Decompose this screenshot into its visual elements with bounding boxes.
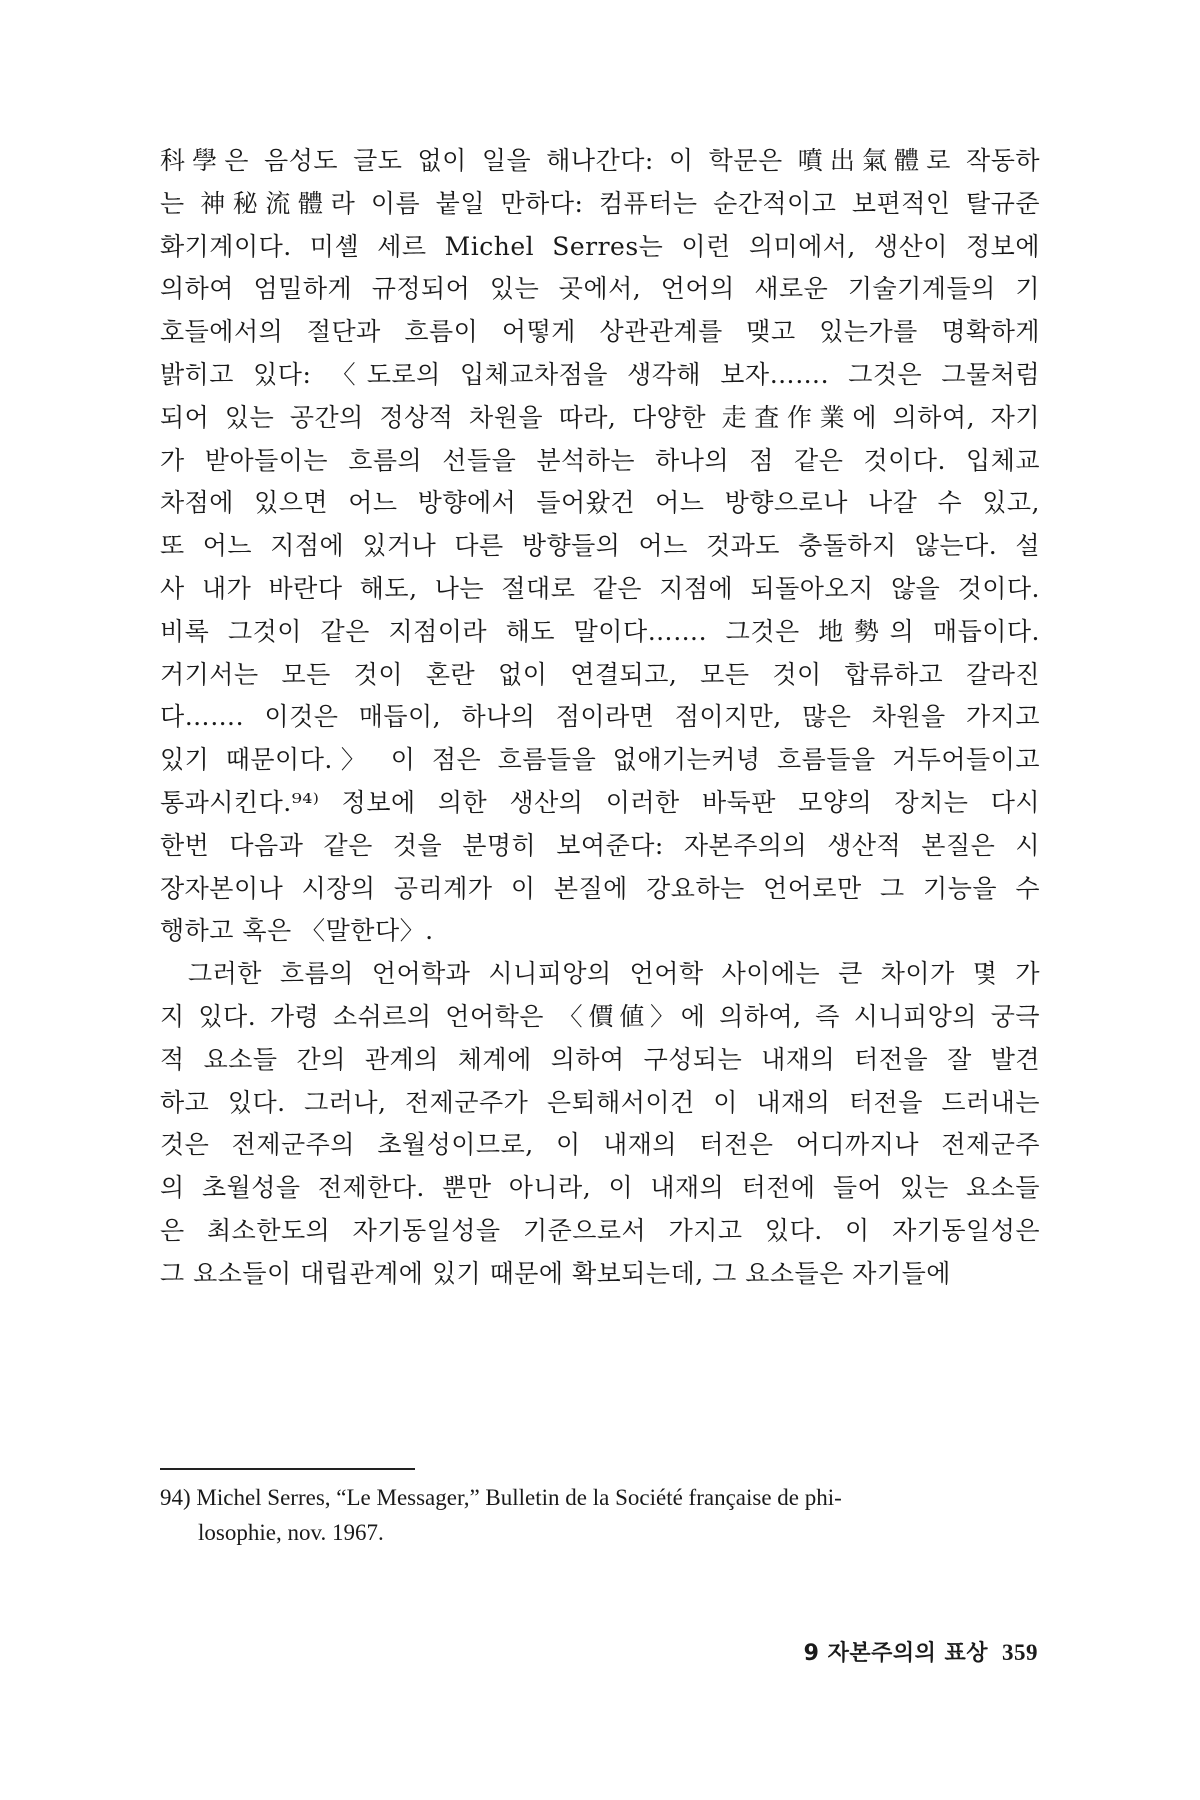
text-line: 또 어느 지점에 있거나 다른 방향들의 어느 것과도 충돌하지 않는다. 설 — [160, 531, 1040, 561]
page-footer — [804, 1636, 1038, 1667]
text-line: 차점에 있으면 어느 방향에서 들어왔건 어느 방향으로나 나갈 수 있고, — [160, 488, 1040, 518]
text-line: 그러한 흐름의 언어학과 시니피앙의 언어학 사이에는 큰 차이가 몇 가 — [188, 959, 1040, 989]
text-line: 한번 다음과 같은 것을 분명히 보여준다: 자본주의의 생산적 본질은 시 — [160, 830, 1040, 860]
text-line: 것은 전제군주의 초월성이므로, 이 내재의 터전은 어디까지나 전제군주 — [160, 1130, 1040, 1160]
chapter-title: 9 자본주의의 표상 — [803, 1641, 988, 1666]
text-line: 호들에서의 절단과 흐름이 어떻게 상관관계를 맺고 있는가를 명확하게 — [160, 317, 1040, 347]
footnote-rule — [160, 1468, 415, 1470]
text-line: 科學은 음성도 글도 없이 일을 해나간다: 이 학문은 噴出氣體로 작동하 — [160, 146, 1040, 175]
text-line: 다……. 이것은 매듭이, 하나의 점이라면 점이지만, 많은 차원을 가지고 — [160, 702, 1040, 732]
text-line: 통과시킨다.⁹⁴⁾ 정보에 의한 생산의 이러한 바둑판 모양의 장치는 다시 — [160, 787, 1040, 817]
text-line: 화기계이다. 미셸 세르 Michel Serres는 이런 의미에서, 생산이 정보에 — [160, 231, 1040, 261]
text-line: 행하고 혹은 〈말한다〉. — [160, 916, 434, 946]
footnote-line-1: 94) Michel Serres, “Le Messager,” Bulletin de la Société française de phi- — [160, 1485, 842, 1510]
paragraph-2 — [160, 953, 1040, 1295]
page-number: 359 — [1002, 1640, 1038, 1665]
text-line: 비록 그것이 같은 지점이라 해도 말이다……. 그것은 地勢의 매듭이다. — [160, 616, 1040, 646]
footnote-line-2: losophie, nov. 1967. — [198, 1520, 384, 1545]
text-line: 은 최소한도의 자기동일성을 기준으로서 가지고 있다. 이 자기동일성은 — [160, 1215, 1040, 1245]
body-text — [160, 140, 1040, 1296]
text-line: 그 요소들이 대립관계에 있기 때문에 확보되는데, 그 요소들은 자기들에 — [160, 1258, 951, 1288]
text-line: 가 받아들이는 흐름의 선들을 분석하는 하나의 점 같은 것이다. 입체교 — [160, 445, 1040, 475]
text-line: 의하여 엄밀하게 규정되어 있는 곳에서, 언어의 새로운 기술기계들의 기 — [160, 274, 1040, 304]
text-line: 적 요소들 간의 관계의 체계에 의하여 구성되는 내재의 터전을 잘 발견 — [160, 1044, 1040, 1074]
text-line: 있기 때문이다.〉 이 점은 흐름들을 없애기는커녕 흐름들을 거두어들이고 — [160, 745, 1040, 775]
text-line: 사 내가 바란다 해도, 나는 절대로 같은 지점에 되돌아오지 않을 것이다. — [160, 573, 1040, 603]
text-line: 되어 있는 공간의 정상적 차원을 따라, 다양한 走査作業에 의하여, 자기 — [160, 402, 1040, 432]
text-line: 지 있다. 가령 소쉬르의 언어학은 〈價値〉에 의하여, 즉 시니피앙의 궁극 — [160, 1001, 1040, 1031]
text-line: 장자본이나 시장의 공리계가 이 본질에 강요하는 언어로만 그 기능을 수 — [160, 873, 1040, 903]
paragraph-1 — [160, 140, 1040, 953]
footnote-94 — [160, 1480, 1040, 1550]
text-line: 는 神秘流體라 이름 붙일 만하다: 컴퓨터는 순간적이고 보편적인 탈규준 — [160, 188, 1040, 218]
text-line: 의 초월성을 전제한다. 뿐만 아니라, 이 내재의 터전에 들어 있는 요소들 — [160, 1173, 1040, 1203]
text-line: 거기서는 모든 것이 혼란 없이 연결되고, 모든 것이 합류하고 갈라진 — [160, 659, 1040, 689]
text-line: 하고 있다. 그러나, 전제군주가 은퇴해서이건 이 내재의 터전을 드러내는 — [160, 1087, 1040, 1117]
text-line: 밝히고 있다: 〈도로의 입체교차점을 생각해 보자……. 그것은 그물처럼 — [160, 359, 1040, 389]
